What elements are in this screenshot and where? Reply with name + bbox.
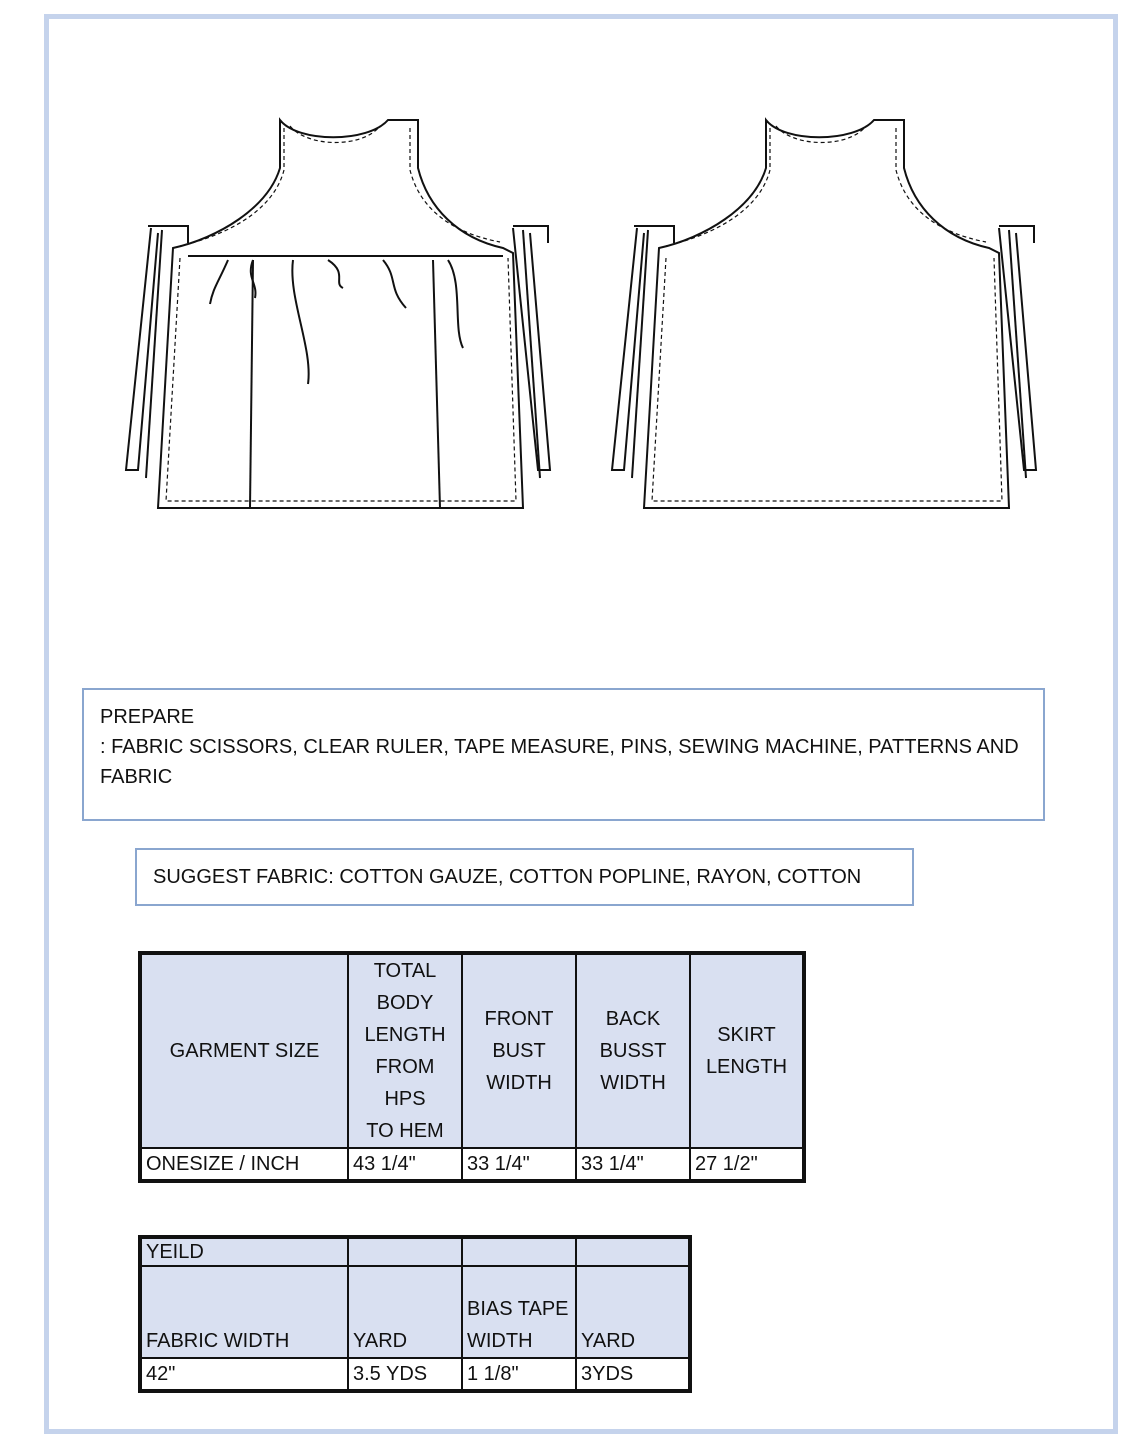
prepare-items: : FABRIC SCISSORS, CLEAR RULER, TAPE MEASURE, PINS, SEWING MACHINE, PATTERNS AND [100, 736, 1019, 758]
yield-title: YEILD [140, 1237, 348, 1266]
measurement-spec-table [138, 951, 806, 1183]
front-view-sketch [118, 108, 580, 513]
header-back-bust-width: BACK BUSST WIDTH [576, 953, 690, 1148]
header-total-body-length: TOTAL BODY LENGTH FROM HPS TO HEM [348, 953, 462, 1148]
table-row [140, 1358, 690, 1391]
header-bias-yard: YARD [576, 1266, 690, 1358]
header-fabric-width: FABRIC WIDTH [140, 1266, 348, 1358]
cell-bias-yard: 3YDS [576, 1358, 690, 1391]
cell-fabric-yard: 3.5 YDS [348, 1358, 462, 1391]
yield-title-row [140, 1237, 690, 1266]
suggest-fabric-text: SUGGEST FABRIC: COTTON GAUZE, COTTON POPLINE, RAYON, COTTON [153, 865, 862, 888]
header-fabric-yard: YARD [348, 1266, 462, 1358]
suggest-fabric-box [135, 848, 914, 906]
empty-cell [576, 1237, 690, 1266]
header-bias-tape-width: BIAS TAPE WIDTH [462, 1266, 576, 1358]
table-header-row [140, 953, 804, 1148]
prepare-box [82, 688, 1045, 821]
header-garment-size: GARMENT SIZE [140, 953, 348, 1148]
cell-back-bust: 33 1/4" [576, 1148, 690, 1181]
empty-cell [348, 1237, 462, 1266]
cell-bias-width: 1 1/8" [462, 1358, 576, 1391]
prepare-items-cont: FABRIC [100, 766, 173, 788]
cell-front-bust: 33 1/4" [462, 1148, 576, 1181]
cell-fabric-width: 42" [140, 1358, 348, 1391]
empty-cell [462, 1237, 576, 1266]
yield-table [138, 1235, 692, 1393]
cell-size: ONESIZE / INCH [140, 1148, 348, 1181]
back-view-sketch [604, 108, 1056, 513]
header-skirt-length: SKIRT LENGTH [690, 953, 804, 1148]
yield-header-row [140, 1266, 690, 1358]
cell-skirt-length: 27 1/2" [690, 1148, 804, 1181]
cell-total-length: 43 1/4" [348, 1148, 462, 1181]
table-row [140, 1148, 804, 1181]
prepare-title: PREPARE [100, 706, 195, 728]
header-front-bust-width: FRONT BUST WIDTH [462, 953, 576, 1148]
